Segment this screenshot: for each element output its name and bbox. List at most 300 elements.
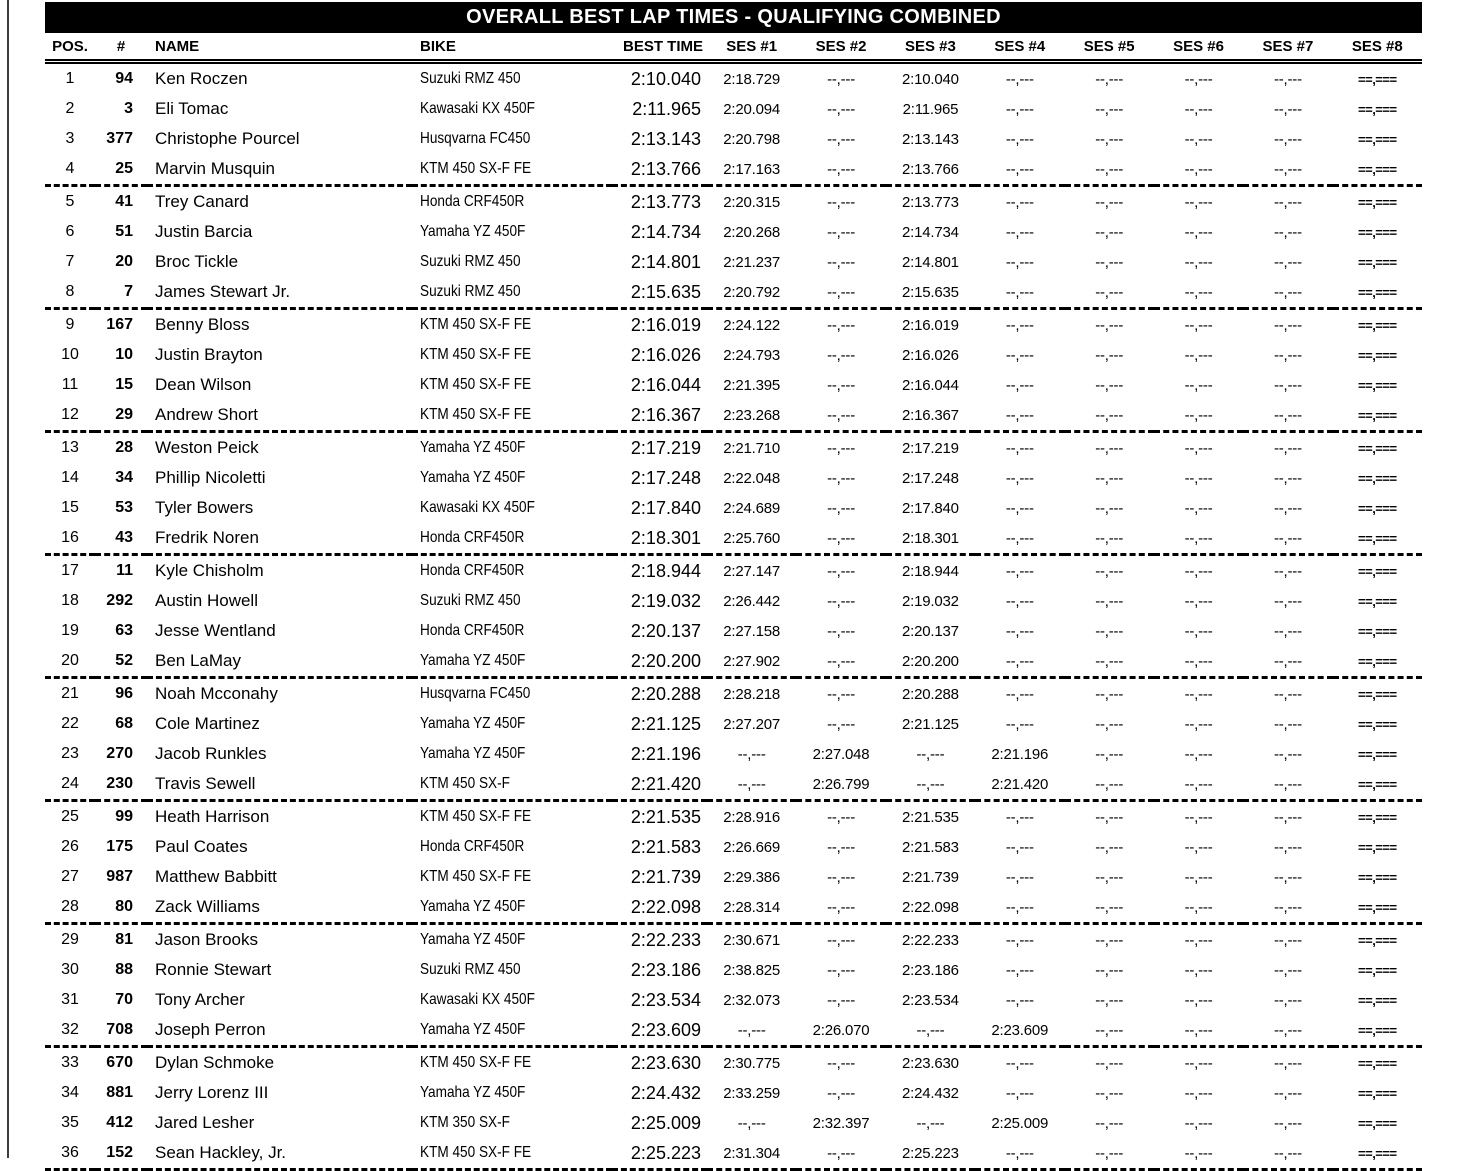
session-4-cell: --,--- bbox=[1005, 316, 1034, 334]
session-2-cell: --,--- bbox=[827, 652, 856, 670]
session-8-cell: ==,=== bbox=[1358, 1022, 1397, 1038]
session-6-cell: --,--- bbox=[1184, 253, 1213, 271]
rider-number-cell: 80 bbox=[115, 898, 133, 915]
table-row bbox=[45, 154, 1422, 186]
session-4-cell: --,--- bbox=[1005, 283, 1034, 301]
rider-name-cell: Andrew Short bbox=[155, 405, 258, 424]
table-row bbox=[45, 646, 1422, 678]
session-4-cell: --,--- bbox=[1005, 991, 1034, 1009]
session-3-cell: 2:20.137 bbox=[902, 622, 959, 640]
session-1-cell: 2:27.147 bbox=[723, 562, 781, 580]
bike-cell: KTM 450 SX-F FE bbox=[420, 316, 532, 333]
table-row bbox=[45, 862, 1422, 892]
session-1-cell: 2:24.689 bbox=[723, 499, 781, 517]
bike-cell: Honda CRF450R bbox=[420, 562, 525, 579]
bike-cell: Yamaha YZ 450F bbox=[420, 745, 526, 762]
best-time-cell: 2:23.186 bbox=[630, 959, 701, 980]
session-5-cell: --,--- bbox=[1095, 1114, 1124, 1132]
position-cell: 4 bbox=[65, 160, 75, 177]
session-4-cell: --,--- bbox=[1005, 1144, 1034, 1162]
table-row bbox=[45, 463, 1422, 493]
best-time-cell: 2:18.944 bbox=[630, 560, 701, 581]
bike-cell: Kawasaki KX 450F bbox=[420, 991, 535, 1008]
session-6-cell: --,--- bbox=[1184, 193, 1213, 211]
bike-cell: Honda CRF450R bbox=[420, 838, 525, 855]
session-3-cell: 2:21.535 bbox=[902, 808, 959, 826]
bike-cell: Suzuki RMZ 450 bbox=[420, 592, 521, 609]
session-6-cell: --,--- bbox=[1184, 283, 1213, 301]
position-cell: 36 bbox=[61, 1144, 79, 1161]
session-5-cell: --,--- bbox=[1095, 70, 1124, 88]
session-7-cell: --,--- bbox=[1273, 1084, 1302, 1102]
position-cell: 19 bbox=[61, 622, 79, 639]
best-time-cell: 2:23.534 bbox=[630, 989, 701, 1010]
session-5-cell: --,--- bbox=[1095, 193, 1124, 211]
session-3-cell: 2:25.223 bbox=[902, 1144, 959, 1162]
bike-cell: Kawasaki KX 450F bbox=[420, 100, 535, 117]
session-6-cell: --,--- bbox=[1184, 868, 1213, 886]
session-3-cell: 2:21.739 bbox=[902, 868, 959, 886]
rider-number-cell: 167 bbox=[106, 316, 133, 333]
session-4-cell: --,--- bbox=[1005, 253, 1034, 271]
rider-name-cell: Ronnie Stewart bbox=[155, 960, 272, 979]
session-2-cell: --,--- bbox=[827, 991, 856, 1009]
bike-cell: KTM 450 SX-F bbox=[420, 775, 510, 792]
column-header: SES #1 bbox=[726, 37, 778, 55]
rider-name-cell: Christophe Pourcel bbox=[155, 129, 300, 148]
column-header: NAME bbox=[155, 37, 200, 55]
session-7-cell: --,--- bbox=[1273, 931, 1302, 949]
session-6-cell: --,--- bbox=[1184, 70, 1213, 88]
position-cell: 21 bbox=[61, 685, 79, 702]
session-5-cell: --,--- bbox=[1095, 1021, 1124, 1039]
position-cell: 31 bbox=[61, 991, 79, 1008]
session-3-cell: 2:22.233 bbox=[902, 931, 959, 949]
session-2-cell: --,--- bbox=[827, 316, 856, 334]
session-7-cell: --,--- bbox=[1273, 469, 1302, 487]
session-5-cell: --,--- bbox=[1095, 775, 1124, 793]
rider-name-cell: Jerry Lorenz III bbox=[155, 1083, 269, 1102]
session-2-cell: --,--- bbox=[827, 160, 856, 178]
best-time-cell: 2:14.801 bbox=[630, 251, 701, 272]
session-6-cell: --,--- bbox=[1184, 499, 1213, 517]
page-left-border bbox=[7, 0, 9, 1158]
session-8-cell: ==,=== bbox=[1358, 1145, 1397, 1161]
session-8-cell: ==,=== bbox=[1358, 131, 1397, 147]
rider-number-cell: 43 bbox=[115, 529, 133, 546]
session-5-cell: --,--- bbox=[1095, 130, 1124, 148]
session-4-cell: --,--- bbox=[1005, 406, 1034, 424]
session-2-cell: --,--- bbox=[827, 622, 856, 640]
session-4-cell: --,--- bbox=[1005, 868, 1034, 886]
rider-name-cell: Paul Coates bbox=[155, 837, 248, 856]
session-2-cell: --,--- bbox=[827, 223, 856, 241]
position-cell: 18 bbox=[61, 592, 79, 609]
position-cell: 25 bbox=[61, 808, 79, 825]
session-1-cell: 2:31.304 bbox=[723, 1144, 781, 1162]
rider-number-cell: 670 bbox=[106, 1054, 133, 1071]
table-row bbox=[45, 924, 1422, 956]
session-5-cell: --,--- bbox=[1095, 469, 1124, 487]
session-7-cell: --,--- bbox=[1273, 808, 1302, 826]
best-time-cell: 2:17.219 bbox=[630, 437, 701, 458]
position-cell: 32 bbox=[61, 1021, 79, 1038]
rider-name-cell: Ben LaMay bbox=[155, 651, 241, 670]
rider-number-cell: 152 bbox=[106, 1144, 133, 1161]
session-4-cell: --,--- bbox=[1005, 193, 1034, 211]
session-6-cell: --,--- bbox=[1184, 160, 1213, 178]
session-8-cell: ==,=== bbox=[1358, 932, 1397, 948]
session-3-cell: 2:14.801 bbox=[902, 253, 959, 271]
session-8-cell: ==,=== bbox=[1358, 317, 1397, 333]
session-2-cell: --,--- bbox=[827, 562, 856, 580]
session-7-cell: --,--- bbox=[1273, 868, 1302, 886]
session-2-cell: --,--- bbox=[827, 469, 856, 487]
rider-name-cell: Tyler Bowers bbox=[155, 498, 254, 517]
bike-cell: Suzuki RMZ 450 bbox=[420, 253, 521, 270]
session-7-cell: --,--- bbox=[1273, 1054, 1302, 1072]
session-4-cell: --,--- bbox=[1005, 652, 1034, 670]
session-7-cell: --,--- bbox=[1273, 376, 1302, 394]
session-4-cell: --,--- bbox=[1005, 931, 1034, 949]
session-5-cell: --,--- bbox=[1095, 346, 1124, 364]
bike-cell: KTM 450 SX-F FE bbox=[420, 868, 532, 885]
session-7-cell: --,--- bbox=[1273, 529, 1302, 547]
session-3-cell: 2:20.200 bbox=[902, 652, 959, 670]
session-6-cell: --,--- bbox=[1184, 775, 1213, 793]
rider-number-cell: 412 bbox=[106, 1114, 133, 1131]
session-2-cell: --,--- bbox=[827, 1144, 856, 1162]
rider-number-cell: 52 bbox=[115, 652, 133, 669]
position-cell: 15 bbox=[61, 499, 79, 516]
session-8-cell: ==,=== bbox=[1358, 1085, 1397, 1101]
session-8-cell: ==,=== bbox=[1358, 284, 1397, 300]
session-6-cell: --,--- bbox=[1184, 931, 1213, 949]
position-cell: 26 bbox=[61, 838, 79, 855]
position-cell: 20 bbox=[61, 652, 79, 669]
session-6-cell: --,--- bbox=[1184, 622, 1213, 640]
rider-number-cell: 708 bbox=[106, 1021, 133, 1038]
bike-cell: Yamaha YZ 450F bbox=[420, 652, 526, 669]
session-4-cell: --,--- bbox=[1005, 592, 1034, 610]
session-1-cell: 2:26.669 bbox=[723, 838, 781, 856]
best-time-cell: 2:16.026 bbox=[630, 344, 701, 365]
session-1-cell: --,--- bbox=[737, 775, 766, 793]
session-5-cell: --,--- bbox=[1095, 991, 1124, 1009]
rider-name-cell: Sean Hackley, Jr. bbox=[155, 1143, 287, 1162]
table-row bbox=[45, 186, 1422, 218]
best-time-cell: 2:21.196 bbox=[630, 743, 701, 764]
session-8-cell: ==,=== bbox=[1358, 746, 1397, 762]
session-1-cell: 2:18.729 bbox=[723, 70, 781, 88]
session-4-cell: --,--- bbox=[1005, 469, 1034, 487]
session-4-cell: --,--- bbox=[1005, 70, 1034, 88]
session-6-cell: --,--- bbox=[1184, 469, 1213, 487]
session-6-cell: --,--- bbox=[1184, 652, 1213, 670]
best-time-cell: 2:22.098 bbox=[630, 896, 701, 917]
session-7-cell: --,--- bbox=[1273, 838, 1302, 856]
rider-name-cell: Justin Barcia bbox=[155, 222, 253, 241]
session-6-cell: --,--- bbox=[1184, 808, 1213, 826]
best-time-cell: 2:21.739 bbox=[630, 866, 701, 887]
session-6-cell: --,--- bbox=[1184, 898, 1213, 916]
session-1-cell: 2:21.710 bbox=[723, 439, 781, 457]
session-3-cell: 2:23.186 bbox=[902, 961, 959, 979]
table-row bbox=[45, 616, 1422, 646]
rider-number-cell: 270 bbox=[106, 745, 133, 762]
session-4-cell: --,--- bbox=[1005, 961, 1034, 979]
session-3-cell: 2:18.301 bbox=[902, 529, 959, 547]
rider-name-cell: Trey Canard bbox=[155, 192, 249, 211]
session-7-cell: --,--- bbox=[1273, 439, 1302, 457]
bike-cell: KTM 450 SX-F FE bbox=[420, 1144, 532, 1161]
bike-cell: Yamaha YZ 450F bbox=[420, 715, 526, 732]
session-2-cell: --,--- bbox=[827, 376, 856, 394]
rider-number-cell: 96 bbox=[115, 685, 133, 702]
rider-number-cell: 94 bbox=[115, 70, 133, 87]
session-2-cell: --,--- bbox=[827, 685, 856, 703]
best-time-cell: 2:16.367 bbox=[630, 404, 701, 425]
best-time-cell: 2:21.535 bbox=[630, 806, 701, 827]
column-header: SES #3 bbox=[905, 37, 956, 55]
position-cell: 17 bbox=[61, 562, 79, 579]
session-2-cell: --,--- bbox=[827, 529, 856, 547]
session-3-cell: 2:13.773 bbox=[902, 193, 959, 211]
session-8-cell: ==,=== bbox=[1358, 962, 1397, 978]
best-time-cell: 2:25.009 bbox=[630, 1112, 701, 1133]
session-6-cell: --,--- bbox=[1184, 685, 1213, 703]
session-4-cell: --,--- bbox=[1005, 1054, 1034, 1072]
session-6-cell: --,--- bbox=[1184, 130, 1213, 148]
bike-cell: KTM 450 SX-F FE bbox=[420, 1054, 532, 1071]
session-3-cell: 2:20.288 bbox=[902, 685, 959, 703]
session-4-cell: --,--- bbox=[1005, 160, 1034, 178]
session-7-cell: --,--- bbox=[1273, 1114, 1302, 1132]
session-3-cell: 2:13.766 bbox=[902, 160, 959, 178]
bike-cell: KTM 450 SX-F FE bbox=[420, 346, 532, 363]
best-time-cell: 2:16.044 bbox=[630, 374, 701, 395]
session-6-cell: --,--- bbox=[1184, 529, 1213, 547]
best-time-cell: 2:19.032 bbox=[630, 590, 701, 611]
session-1-cell: 2:20.315 bbox=[723, 193, 781, 211]
bike-cell: Yamaha YZ 450F bbox=[420, 439, 526, 456]
session-8-cell: ==,=== bbox=[1358, 347, 1397, 363]
session-5-cell: --,--- bbox=[1095, 592, 1124, 610]
session-3-cell: 2:10.040 bbox=[902, 70, 959, 88]
session-4-cell: 2:21.196 bbox=[991, 745, 1049, 763]
best-time-cell: 2:10.040 bbox=[630, 68, 701, 89]
rider-name-cell: Marvin Musquin bbox=[155, 159, 275, 178]
session-4-cell: --,--- bbox=[1005, 439, 1034, 457]
rider-number-cell: 10 bbox=[115, 346, 133, 363]
session-8-cell: ==,=== bbox=[1358, 194, 1397, 210]
session-3-cell: 2:19.032 bbox=[902, 592, 959, 610]
bike-cell: KTM 450 SX-F FE bbox=[420, 160, 532, 177]
session-6-cell: --,--- bbox=[1184, 1054, 1213, 1072]
session-1-cell: 2:20.268 bbox=[723, 223, 781, 241]
session-8-cell: ==,=== bbox=[1358, 500, 1397, 516]
session-2-cell: --,--- bbox=[827, 406, 856, 424]
session-4-cell: --,--- bbox=[1005, 130, 1034, 148]
rider-name-cell: Zack Williams bbox=[155, 897, 260, 916]
session-7-cell: --,--- bbox=[1273, 898, 1302, 916]
session-6-cell: --,--- bbox=[1184, 745, 1213, 763]
session-3-cell: 2:21.583 bbox=[902, 838, 959, 856]
page-title: OVERALL BEST LAP TIMES - QUALIFYING COMBINED bbox=[466, 6, 1001, 28]
bike-cell: Suzuki RMZ 450 bbox=[420, 283, 521, 300]
table-row bbox=[45, 493, 1422, 523]
rider-number-cell: 230 bbox=[106, 775, 133, 792]
session-6-cell: --,--- bbox=[1184, 316, 1213, 334]
session-1-cell: 2:20.792 bbox=[723, 283, 781, 301]
session-1-cell: 2:20.798 bbox=[723, 130, 781, 148]
session-2-cell: --,--- bbox=[827, 439, 856, 457]
session-4-cell: 2:25.009 bbox=[991, 1114, 1049, 1132]
session-8-cell: ==,=== bbox=[1358, 440, 1397, 456]
session-1-cell: 2:27.902 bbox=[723, 652, 781, 670]
session-7-cell: --,--- bbox=[1273, 316, 1302, 334]
session-3-cell: 2:14.734 bbox=[902, 223, 959, 241]
session-2-cell: --,--- bbox=[827, 898, 856, 916]
session-1-cell: 2:29.386 bbox=[723, 868, 781, 886]
position-cell: 29 bbox=[61, 931, 79, 948]
session-1-cell: 2:33.259 bbox=[723, 1084, 781, 1102]
best-time-cell: 2:22.233 bbox=[630, 929, 701, 950]
bike-cell: Suzuki RMZ 450 bbox=[420, 961, 521, 978]
session-2-cell: --,--- bbox=[827, 283, 856, 301]
bike-cell: Yamaha YZ 450F bbox=[420, 1084, 526, 1101]
session-5-cell: --,--- bbox=[1095, 745, 1124, 763]
session-6-cell: --,--- bbox=[1184, 1021, 1213, 1039]
best-time-cell: 2:21.583 bbox=[630, 836, 701, 857]
session-3-cell: 2:11.965 bbox=[902, 100, 959, 118]
best-time-cell: 2:25.223 bbox=[630, 1142, 701, 1163]
rider-number-cell: 11 bbox=[116, 562, 133, 579]
session-7-cell: --,--- bbox=[1273, 652, 1302, 670]
session-1-cell: 2:26.442 bbox=[723, 592, 781, 610]
session-4-cell: --,--- bbox=[1005, 808, 1034, 826]
rider-name-cell: Joseph Perron bbox=[155, 1020, 266, 1039]
session-3-cell: 2:23.534 bbox=[902, 991, 959, 1009]
rider-number-cell: 70 bbox=[115, 991, 133, 1008]
session-7-cell: --,--- bbox=[1273, 130, 1302, 148]
session-1-cell: 2:21.237 bbox=[723, 253, 781, 271]
best-time-cell: 2:20.137 bbox=[630, 620, 701, 641]
session-4-cell: --,--- bbox=[1005, 100, 1034, 118]
rider-name-cell: Kyle Chisholm bbox=[155, 561, 264, 580]
table-row bbox=[45, 217, 1422, 247]
position-cell: 27 bbox=[61, 868, 79, 885]
session-7-cell: --,--- bbox=[1273, 406, 1302, 424]
session-5-cell: --,--- bbox=[1095, 808, 1124, 826]
session-5-cell: --,--- bbox=[1095, 868, 1124, 886]
column-header: SES #6 bbox=[1173, 37, 1224, 55]
session-8-cell: ==,=== bbox=[1358, 224, 1397, 240]
table-row bbox=[45, 709, 1422, 739]
session-5-cell: --,--- bbox=[1095, 316, 1124, 334]
session-7-cell: --,--- bbox=[1273, 745, 1302, 763]
session-8-cell: ==,=== bbox=[1358, 992, 1397, 1008]
session-2-cell: --,--- bbox=[827, 1084, 856, 1102]
session-6-cell: --,--- bbox=[1184, 562, 1213, 580]
rider-name-cell: Austin Howell bbox=[155, 591, 258, 610]
title-bar bbox=[45, 2, 1422, 33]
session-6-cell: --,--- bbox=[1184, 991, 1213, 1009]
rider-number-cell: 51 bbox=[115, 223, 133, 240]
session-3-cell: 2:16.026 bbox=[902, 346, 959, 364]
rider-name-cell: Travis Sewell bbox=[155, 774, 256, 793]
session-4-cell: --,--- bbox=[1005, 346, 1034, 364]
session-1-cell: 2:21.395 bbox=[723, 376, 781, 394]
session-5-cell: --,--- bbox=[1095, 652, 1124, 670]
session-3-cell: 2:18.944 bbox=[902, 562, 959, 580]
rider-number-cell: 28 bbox=[115, 439, 133, 456]
table-row bbox=[45, 124, 1422, 154]
session-4-cell: --,--- bbox=[1005, 898, 1034, 916]
column-header: SES #7 bbox=[1262, 37, 1314, 55]
rider-name-cell: Justin Brayton bbox=[155, 345, 263, 364]
session-3-cell: 2:22.098 bbox=[902, 898, 959, 916]
position-cell: 16 bbox=[61, 529, 79, 546]
session-6-cell: --,--- bbox=[1184, 961, 1213, 979]
column-header: # bbox=[116, 37, 126, 55]
session-8-cell: ==,=== bbox=[1358, 470, 1397, 486]
session-2-cell: 2:26.070 bbox=[812, 1021, 870, 1039]
rider-number-cell: 987 bbox=[106, 868, 133, 885]
best-time-cell: 2:13.773 bbox=[630, 191, 701, 212]
best-time-cell: 2:18.301 bbox=[630, 527, 701, 548]
column-header: BEST TIME bbox=[622, 37, 703, 55]
session-5-cell: --,--- bbox=[1095, 283, 1124, 301]
session-2-cell: 2:27.048 bbox=[812, 745, 870, 763]
bike-cell: Yamaha YZ 450F bbox=[420, 223, 526, 240]
session-8-cell: ==,=== bbox=[1358, 716, 1397, 732]
session-2-cell: --,--- bbox=[827, 961, 856, 979]
rider-name-cell: Tony Archer bbox=[155, 990, 245, 1009]
session-1-cell: 2:17.163 bbox=[723, 160, 781, 178]
rider-number-cell: 881 bbox=[106, 1084, 133, 1101]
rider-name-cell: Noah Mcconahy bbox=[155, 684, 278, 703]
session-8-cell: ==,=== bbox=[1358, 1115, 1397, 1131]
session-1-cell: 2:20.094 bbox=[723, 100, 781, 118]
position-cell: 8 bbox=[65, 283, 75, 300]
session-1-cell: --,--- bbox=[737, 745, 766, 763]
session-6-cell: --,--- bbox=[1184, 406, 1213, 424]
bike-cell: Yamaha YZ 450F bbox=[420, 469, 526, 486]
session-1-cell: 2:24.122 bbox=[723, 316, 781, 334]
session-3-cell: 2:21.125 bbox=[902, 715, 959, 733]
session-8-cell: ==,=== bbox=[1358, 101, 1397, 117]
session-1-cell: 2:27.207 bbox=[723, 715, 781, 733]
session-5-cell: --,--- bbox=[1095, 898, 1124, 916]
table-row bbox=[45, 94, 1422, 124]
session-3-cell: --,--- bbox=[916, 775, 945, 793]
rider-number-cell: 63 bbox=[115, 622, 133, 639]
best-time-cell: 2:21.125 bbox=[630, 713, 701, 734]
table-row bbox=[45, 739, 1422, 769]
rider-name-cell: Jason Brooks bbox=[155, 930, 258, 949]
rider-number-cell: 68 bbox=[115, 715, 133, 732]
session-1-cell: 2:38.825 bbox=[723, 961, 781, 979]
session-3-cell: 2:16.367 bbox=[902, 406, 959, 424]
table-row bbox=[45, 309, 1422, 341]
table-row bbox=[45, 586, 1422, 616]
best-time-cell: 2:15.635 bbox=[630, 281, 701, 302]
session-1-cell: 2:27.158 bbox=[723, 622, 781, 640]
session-2-cell: 2:32.397 bbox=[812, 1114, 870, 1132]
best-time-cell: 2:11.965 bbox=[632, 98, 701, 119]
rider-name-cell: Broc Tickle bbox=[155, 252, 239, 271]
